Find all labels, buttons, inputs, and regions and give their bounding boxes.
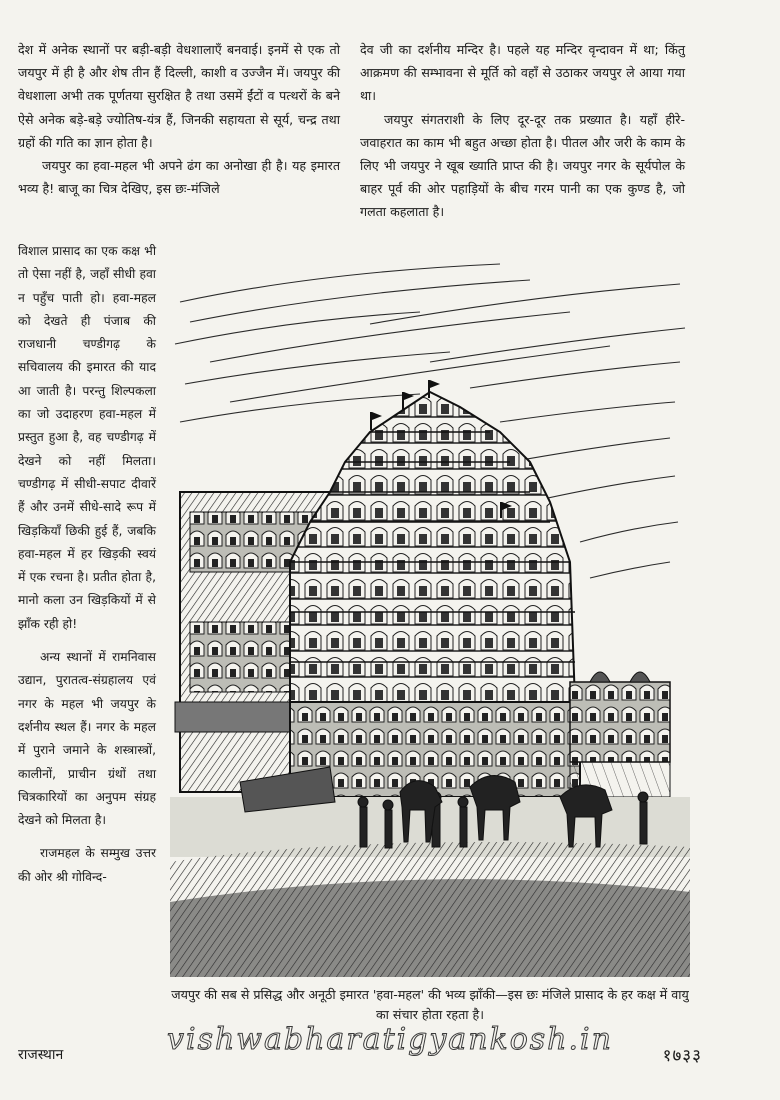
right-column-top — [360, 38, 685, 224]
paragraph-govind-dev-temple: देव जी का दर्शनीय मन्दिर है। पहले यह मन्दिर वृन्दावन में था; किंतु आक्रमण की सम्भावना से मूर्ति को वहाँ से उठाकर जयपुर ले आया गया था। — [360, 42, 685, 104]
hawa-mahal-illustration — [170, 262, 690, 977]
left-column-top — [18, 38, 340, 200]
watermark: vishwabharatigyankosh.in — [167, 1022, 613, 1057]
left-narrow-column — [18, 240, 156, 889]
paragraph-jaipur-crafts: जयपुर संगतराशी के लिए दूर-दूर तक प्रख्यात है। यहाँ हीरे-जवाहरात का काम भी बहुत अच्छा होता है। पीतल और जरी के काम के लिए भी जयपुर ने खूब ख्याति प्राप्त की है। जयपुर नगर के सूर्यपोल के बाहर पूर्व की ओर पहाड़ियों के बीच गरम पानी का एक कुण्ड है, जो गलता कहलाता है। — [360, 111, 685, 220]
paragraph-rajmahal: राजमहल के सम्मुख उत्तर की ओर श्री गोविन्द- — [18, 846, 156, 884]
page-number: १७३३ — [662, 1046, 702, 1066]
hawa-mahal-facade — [290, 380, 580, 797]
right-building — [570, 672, 670, 797]
paragraph-observatories: देश में अनेक स्थानों पर बड़ी-बड़ी वेधशालाएँ बनवाई। इनमें से एक तो जयपुर में ही है और शेष तीन हैं दिल्ली, काशी व उज्जैन में। जयपुर की वेधशाला अभी तक पूर्णतया सुरक्षित है तथा उसमें ईंटों व पत्थरों के बने ऐसे अनेक बड़े-बड़े ज्योतिष-यंत्र हैं, जिनकी सहायता से सूर्य, चन्द्र तथा ग्रहों की गति का ज्ञान होता है। — [18, 42, 340, 150]
paragraph-hawa-mahal-continued: विशाल प्रासाद का एक कक्ष भी तो ऐसा नहीं है, जहाँ सीधी हवा न पहुँच पाती हो। हवा-महल को देखते ही पंजाब की राजधानी चण्डीगढ़ के सचिवालय की इमारत की याद आ जाती है। परन्तु शिल्पकला का जो उदाहरण हवा-महल में प्रस्तुत हुआ है, वह चण्डीगढ़ में देखने को नहीं मिलता। चण्डीगढ़ में सीधी-सपाट दीवारें हैं और उनमें सीधे-सादे रूप में खिड़कियाँ छिकी हुई हैं, जबकि हवा-महल में हर खिड़की स्वयं में एक रचना है। प्रतीत होता है, मानो कला उन खिड़कियों में से झाँक रही हो! — [18, 244, 156, 631]
illustration-caption: जयपुर की सब से प्रसिद्ध और अनूठी इमारत 'हवा-महल' की भव्य झाँकी—इस छः मंजिले प्रासाद के हर कक्ष में वायु का संचार होता रहता है। — [171, 987, 689, 1022]
paragraph-other-places: अन्य स्थानों में रामनिवास उद्यान, पुरातत्व-संग्रहालय एवं नगर के महल भी जयपुर के दर्शनीय स्थल हैं। नगर के महल में पुराने जमाने के शस्त्रास्त्रों, कालीनों, प्राचीन ग्रंथों तथा चित्रकारियों का अनुपम संग्रह देखने को मिलता है। — [18, 650, 156, 828]
paragraph-hawa-mahal-intro: जयपुर का हवा-महल भी अपने ढंग का अनोखा ही है। यह इमारत भव्य है! बाजू का चित्र देखिए, इस छः-मंजिले — [18, 158, 340, 197]
footer-section-name: राजस्थान — [18, 1047, 64, 1063]
